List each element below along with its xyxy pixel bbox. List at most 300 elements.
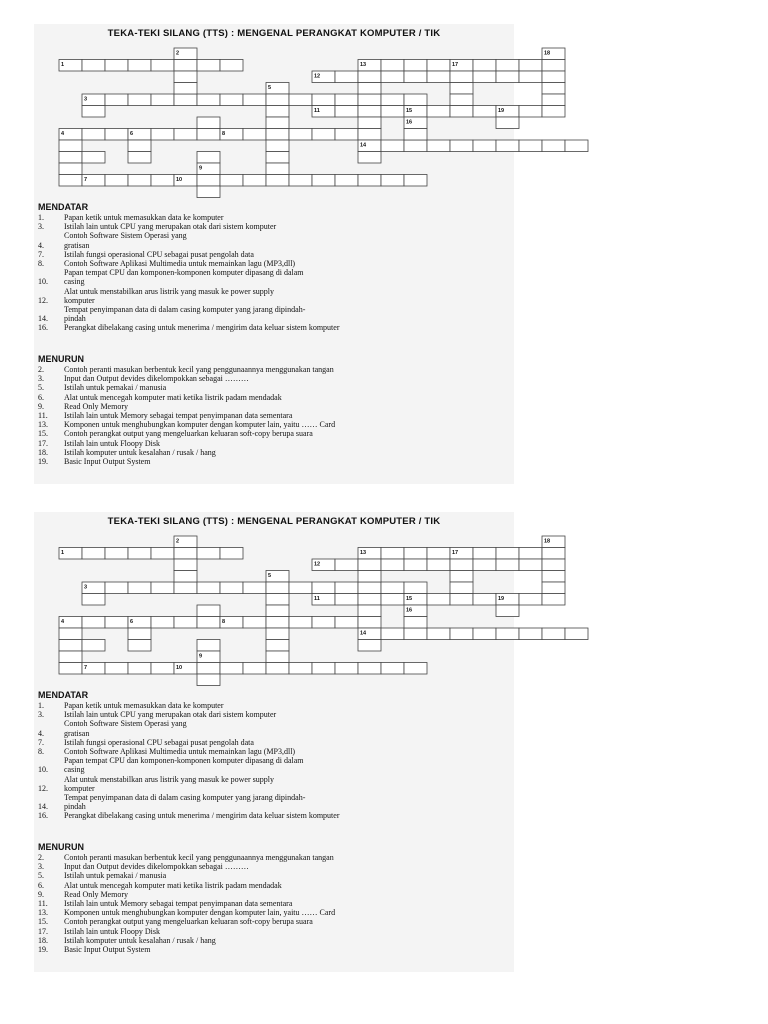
grid-cell[interactable] [266,106,289,118]
clue-text: Istilah lain untuk Floopy Disk [64,438,160,448]
clue-text: Alat untuk mencegah komputer mati ketika listrik padam mendadak [64,392,282,402]
grid-cell[interactable] [174,94,197,106]
clue-number: 9. [38,401,44,411]
grid-cell[interactable] [542,83,565,95]
clue-number [38,305,64,314]
grid-cell[interactable] [128,140,151,152]
grid-cell[interactable] [220,663,243,675]
clue-number: 5. [38,383,44,393]
grid-cell[interactable] [197,640,220,652]
grid-cell[interactable] [381,106,404,118]
grid-cell[interactable] [404,628,427,640]
grid-cell[interactable] [358,106,381,118]
grid-cell[interactable] [82,640,105,652]
grid-cell[interactable] [174,129,197,141]
grid-cell[interactable] [105,663,128,675]
menurun-heading: MENURUN [38,354,84,364]
menurun-clues [38,853,335,954]
grid-cell[interactable] [82,60,105,72]
clue-item [38,448,335,457]
clue-text: Contoh Software Aplikasi Multimedia untuk memainkan lagu (MP3,dll) [64,259,296,269]
grid-cell[interactable] [404,60,427,72]
grid-cell[interactable] [59,163,82,175]
puzzle-sheet-1 [34,24,551,484]
grid-cell[interactable] [174,617,197,629]
grid-cell[interactable] [128,152,151,164]
grid-cell[interactable] [266,663,289,675]
grid-cell[interactable] [220,582,243,594]
grid-cell[interactable] [59,640,82,652]
clue-item [38,383,335,392]
grid-cell[interactable] [450,83,473,95]
grid-cell[interactable] [496,559,519,571]
grid-cell[interactable] [59,651,82,663]
grid-number: 3 [84,584,88,591]
grid-cell[interactable] [174,83,197,95]
clue-text: pindah [64,802,86,812]
grid-number: 4 [61,131,65,137]
grid-cell[interactable] [105,94,128,106]
grid-cell[interactable] [427,140,450,152]
grid-number: 2 [176,538,180,545]
grid-cell[interactable] [358,663,381,675]
grid-cell[interactable] [197,582,220,594]
grid-cell[interactable] [450,559,473,571]
grid-cell[interactable] [197,94,220,106]
grid-cell[interactable] [266,140,289,152]
grid-cell[interactable] [59,663,82,675]
grid-cell[interactable] [243,663,266,675]
clue-number [38,719,64,728]
clue-text: Alat untuk mencegah komputer mati ketika listrik padam mendadak [64,880,282,890]
grid-cell[interactable] [404,175,427,187]
grid-cell[interactable] [151,60,174,72]
grid-cell[interactable] [174,60,197,72]
grid-cell[interactable] [519,559,542,571]
grid-cell[interactable] [496,117,519,129]
grid-cell[interactable] [82,617,105,629]
clue-number: 4. [38,240,44,250]
grid-number: 15 [406,596,413,602]
grid-cell[interactable] [450,571,473,583]
grid-cell[interactable] [381,548,404,560]
clue-number: 4. [38,728,44,738]
grid-cell[interactable] [243,617,266,629]
grid-cell[interactable] [542,582,565,594]
grid-cell[interactable] [197,663,220,675]
grid-number: 14 [360,630,367,637]
grid-cell[interactable] [358,582,381,594]
grid-cell[interactable] [473,71,496,83]
grid-cell[interactable] [542,106,565,118]
grid-cell[interactable] [312,129,335,141]
clue-number: 17. [38,926,48,936]
grid-cell[interactable] [82,106,105,118]
grid-cell[interactable] [266,129,289,141]
grid-cell[interactable] [542,559,565,571]
clue-text: Perangkat dibelakang casing untuk menerima / mengirim data keluar sistem komputer [64,323,340,333]
grid-cell[interactable] [174,548,197,560]
grid-cell[interactable] [473,594,496,606]
grid-cell[interactable] [266,651,289,663]
grid-cell[interactable] [82,594,105,606]
grid-cell[interactable] [381,663,404,675]
grid-cell[interactable] [358,152,381,164]
grid-cell[interactable] [197,152,220,164]
grid-cell[interactable] [450,94,473,106]
clue-item [38,802,339,811]
grid-cell[interactable] [519,594,542,606]
grid-cell[interactable] [519,140,542,152]
grid-cell[interactable] [289,94,312,106]
grid-cell[interactable] [174,571,197,583]
clue-text: Contoh peranti masukan berbentuk kecil yang penggunaannya menggunakan tangan [64,853,334,862]
menurun-clues [38,365,335,466]
grid-cell[interactable] [266,152,289,164]
clue-number: 12. [38,783,48,793]
grid-cell[interactable] [266,175,289,187]
grid-cell[interactable] [381,175,404,187]
grid-cell[interactable] [266,582,289,594]
grid-cell[interactable] [358,117,381,129]
grid-cell[interactable] [128,640,151,652]
grid-cell[interactable] [450,140,473,152]
grid-number: 11 [314,596,320,602]
clue-item [38,231,339,240]
grid-cell[interactable] [519,628,542,640]
clue-item [38,429,335,438]
grid-cell[interactable] [381,559,404,571]
grid-cell[interactable] [151,129,174,141]
grid-cell[interactable] [381,60,404,72]
grid-cell[interactable] [542,571,565,583]
grid-cell[interactable] [335,582,358,594]
grid-cell[interactable] [542,60,565,72]
clue-item [38,853,335,862]
grid-cell[interactable] [266,117,289,129]
grid-cell[interactable] [381,94,404,106]
grid-cell[interactable] [427,106,450,118]
crossword-grid[interactable] [34,24,551,199]
grid-cell[interactable] [82,152,105,164]
clue-item [38,747,339,756]
grid-cell[interactable] [358,594,381,606]
grid-cell[interactable] [496,140,519,152]
grid-cell[interactable] [565,140,588,152]
clue-number [38,793,64,802]
grid-cell[interactable] [404,548,427,560]
clue-text: Contoh peranti masukan berbentuk kecil yang penggunaannya menggunakan tangan [64,365,334,374]
grid-cell[interactable] [358,571,381,583]
mendatar-clues [38,701,339,821]
grid-cell[interactable] [266,594,289,606]
clue-text: Papan ketik untuk memasukkan data ke komputer [64,213,224,222]
grid-cell[interactable] [427,594,450,606]
grid-cell[interactable] [335,663,358,675]
grid-cell[interactable] [82,548,105,560]
grid-cell[interactable] [174,582,197,594]
grid-cell[interactable] [243,129,266,141]
grid-number: 3 [84,96,88,103]
grid-cell[interactable] [358,71,381,83]
grid-number: 18 [544,50,551,57]
grid-cell[interactable] [151,617,174,629]
grid-cell[interactable] [358,94,381,106]
clue-item [38,908,335,917]
grid-cell[interactable] [266,605,289,617]
grid-cell[interactable] [197,617,220,629]
grid-cell[interactable] [105,548,128,560]
grid-cell[interactable] [450,71,473,83]
grid-cell[interactable] [542,94,565,106]
grid-cell[interactable] [105,617,128,629]
grid-cell[interactable] [128,60,151,72]
grid-cell[interactable] [404,617,427,629]
grid-cell[interactable] [151,582,174,594]
grid-cell[interactable] [335,106,358,118]
clue-item [38,784,339,793]
grid-cell[interactable] [151,548,174,560]
grid-cell[interactable] [358,605,381,617]
grid-cell[interactable] [473,140,496,152]
grid-number: 7 [84,665,88,671]
grid-cell[interactable] [542,548,565,560]
grid-cell[interactable] [473,559,496,571]
grid-cell[interactable] [381,594,404,606]
clue-text: Komponen untuk menghubungkan komputer dengan komputer lain, yaitu …… Card [64,420,336,430]
grid-cell[interactable] [381,628,404,640]
grid-cell[interactable] [358,129,381,141]
grid-cell[interactable] [496,605,519,617]
grid-cell[interactable] [174,71,197,83]
grid-number: 7 [84,177,88,183]
clue-number [38,756,64,765]
grid-cell[interactable] [128,582,151,594]
clue-text: gratisan [64,240,90,250]
grid-number: 15 [406,108,413,114]
crossword-grid[interactable] [34,512,551,687]
grid-cell[interactable] [128,94,151,106]
mendatar-clues [38,213,339,333]
grid-cell[interactable] [450,106,473,118]
grid-cell[interactable] [335,71,358,83]
grid-cell[interactable] [128,628,151,640]
grid-cell[interactable] [243,175,266,187]
clue-text: Contoh Software Sistem Operasi yang [64,719,187,729]
grid-number: 13 [360,550,367,556]
clue-text: Alat untuk menstabilkan arus listrik yang masuk ke power supply [64,774,274,784]
clue-text: Basic Input Output System [64,457,151,467]
grid-cell[interactable] [59,152,82,164]
grid-cell[interactable] [59,175,82,187]
grid-cell[interactable] [496,60,519,72]
grid-number: 19 [498,108,505,114]
grid-number: 14 [360,142,367,149]
grid-cell[interactable] [542,628,565,640]
clue-item [38,936,335,945]
grid-cell[interactable] [312,617,335,629]
grid-number: 19 [498,596,505,602]
grid-cell[interactable] [473,60,496,72]
grid-cell[interactable] [243,582,266,594]
clue-item [38,881,335,890]
grid-cell[interactable] [381,140,404,152]
grid-cell[interactable] [266,640,289,652]
grid-number: 5 [268,85,272,91]
grid-cell[interactable] [128,548,151,560]
clue-item [38,729,339,738]
grid-cell[interactable] [197,60,220,72]
grid-cell[interactable] [220,94,243,106]
grid-cell[interactable] [151,94,174,106]
grid-number: 16 [406,119,413,126]
grid-cell[interactable] [82,129,105,141]
grid-cell[interactable] [312,175,335,187]
grid-cell[interactable] [427,548,450,560]
grid-cell[interactable] [496,548,519,560]
grid-number: 10 [176,665,183,671]
clue-text: Read Only Memory [64,889,128,899]
grid-cell[interactable] [519,548,542,560]
grid-cell[interactable] [427,60,450,72]
grid-cell[interactable] [427,559,450,571]
grid-cell[interactable] [335,594,358,606]
grid-cell[interactable] [197,548,220,560]
clue-text: Papan tempat CPU dan komponen-komponen komputer dipasang di dalam [64,756,304,766]
grid-number: 11 [314,108,320,114]
clue-number: 19. [38,945,48,955]
grid-cell[interactable] [404,129,427,141]
clue-text: Contoh perangkat output yang mengeluarkan keluaran soft-copy berupa suara [64,429,313,439]
clue-item [38,241,339,250]
grid-cell[interactable] [220,175,243,187]
grid-cell[interactable] [289,617,312,629]
clue-number [38,268,64,277]
grid-cell[interactable] [404,94,427,106]
grid-cell[interactable] [335,94,358,106]
grid-cell[interactable] [381,582,404,594]
grid-cell[interactable] [404,140,427,152]
grid-cell[interactable] [519,71,542,83]
grid-cell[interactable] [381,71,404,83]
grid-cell[interactable] [519,60,542,72]
grid-cell[interactable] [105,60,128,72]
grid-cell[interactable] [128,663,151,675]
grid-cell[interactable] [197,175,220,187]
grid-cell[interactable] [404,71,427,83]
grid-cell[interactable] [473,106,496,118]
grid-cell[interactable] [59,140,82,152]
clue-text: Istilah lain untuk Memory sebagai tempat penyimpanan data sementara [64,899,293,909]
grid-cell[interactable] [496,71,519,83]
grid-cell[interactable] [174,559,197,571]
grid-cell[interactable] [197,186,220,198]
grid-cell[interactable] [289,582,312,594]
clue-text: Istilah komputer untuk kesalahan / rusak / hang [64,935,216,945]
grid-cell[interactable] [243,94,266,106]
grid-cell[interactable] [450,594,473,606]
grid-cell[interactable] [151,175,174,187]
clue-number: 11. [38,899,48,909]
grid-cell[interactable] [266,628,289,640]
clue-item [38,756,339,765]
grid-cell[interactable] [519,106,542,118]
clue-number: 9. [38,889,44,899]
grid-cell[interactable] [220,60,243,72]
clue-number: 3. [38,710,44,720]
grid-cell[interactable] [128,175,151,187]
grid-cell[interactable] [266,617,289,629]
clue-item [38,899,335,908]
grid-cell[interactable] [565,628,588,640]
grid-cell[interactable] [105,175,128,187]
clue-item [38,719,339,728]
grid-cell[interactable] [358,640,381,652]
grid-cell[interactable] [450,628,473,640]
grid-cell[interactable] [197,674,220,686]
grid-cell[interactable] [105,129,128,141]
grid-cell[interactable] [496,628,519,640]
grid-cell[interactable] [197,605,220,617]
grid-cell[interactable] [335,129,358,141]
grid-cell[interactable] [473,628,496,640]
grid-cell[interactable] [312,94,335,106]
grid-cell[interactable] [289,129,312,141]
grid-cell[interactable] [358,83,381,95]
grid-cell[interactable] [542,71,565,83]
clue-text: Istilah fungsi operasional CPU sebagai pusat pengolah data [64,249,254,259]
clue-item [38,213,339,222]
grid-cell[interactable] [450,582,473,594]
grid-cell[interactable] [542,594,565,606]
grid-cell[interactable] [312,582,335,594]
grid-cell[interactable] [473,548,496,560]
grid-cell[interactable] [427,628,450,640]
grid-cell[interactable] [289,663,312,675]
grid-cell[interactable] [542,140,565,152]
grid-cell[interactable] [105,582,128,594]
grid-cell[interactable] [312,663,335,675]
grid-cell[interactable] [266,94,289,106]
grid-cell[interactable] [335,617,358,629]
grid-number: 6 [130,619,134,625]
grid-cell[interactable] [358,559,381,571]
grid-cell[interactable] [358,175,381,187]
grid-number: 6 [130,131,134,137]
grid-cell[interactable] [335,559,358,571]
clue-number: 1. [38,701,44,710]
grid-cell[interactable] [197,117,220,129]
clue-text: Read Only Memory [64,401,128,411]
grid-cell[interactable] [197,129,220,141]
clue-number: 14. [38,802,48,812]
puzzle-title: TEKA-TEKI SILANG (TTS) : MENGENAL PERANGKAT KOMPUTER / TIK [107,28,441,39]
grid-cell[interactable] [220,548,243,560]
grid-cell[interactable] [404,582,427,594]
clue-item [38,420,335,429]
clue-item [38,222,339,231]
grid-cell[interactable] [59,628,82,640]
grid-cell[interactable] [427,71,450,83]
grid-cell[interactable] [151,663,174,675]
clue-text: Istilah komputer untuk kesalahan / rusak / hang [64,447,216,457]
grid-cell[interactable] [335,175,358,187]
grid-cell[interactable] [404,559,427,571]
grid-cell[interactable] [289,175,312,187]
grid-cell[interactable] [358,617,381,629]
grid-cell[interactable] [266,163,289,175]
grid-cell[interactable] [404,663,427,675]
